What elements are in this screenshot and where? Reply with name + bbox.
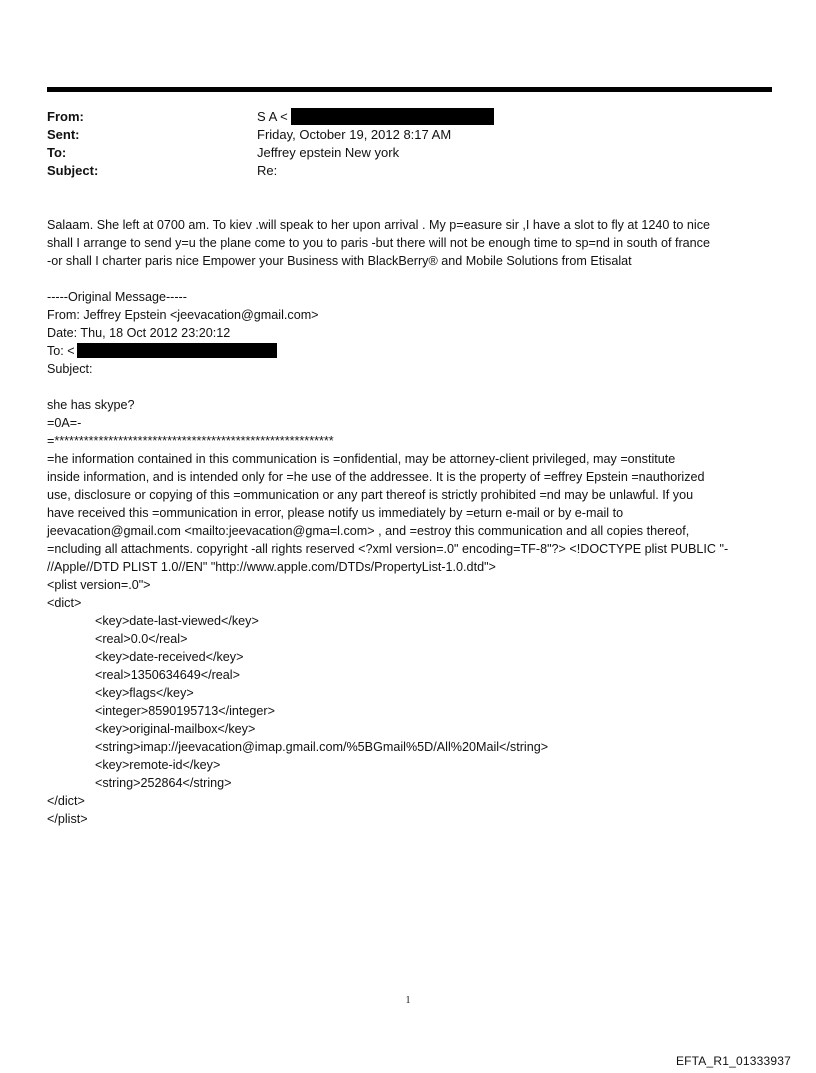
dict-entry: <string>252864</string> <box>95 776 232 790</box>
dict-entry: <key>remote-id</key> <box>95 758 221 772</box>
original-message-divider: -----Original Message----- <box>47 290 187 304</box>
original-date: Date: Thu, 18 Oct 2012 23:20:12 <box>47 326 231 340</box>
spacer <box>47 378 777 396</box>
disclaimer-line: =ncluding all attachments. copyright -all rights reserved <?xml version=.0" encoding=TF-8"?> <!DOCTYPE plist PUBLIC "- <box>47 542 729 556</box>
subject-label: Subject: <box>47 163 99 178</box>
plist-open: <plist version=.0"> <box>47 578 151 592</box>
from-value <box>257 108 772 126</box>
spacer <box>47 270 777 288</box>
original-to <box>47 342 777 360</box>
to-value: Jeffrey epstein New york <box>257 145 400 160</box>
subject-row <box>47 162 772 180</box>
dict-entry: <key>flags</key> <box>95 686 194 700</box>
disclaimer-line: //Apple//DTD PLIST 1.0//EN" "http://www.apple.com/DTDs/PropertyList-1.0.dtd"> <box>47 560 496 574</box>
dict-entry: <integer>8590195713</integer> <box>95 704 275 718</box>
reply-line: shall I arrange to send y=u the plane come to you to paris -but there will not be enough time to sp=nd in south of france <box>47 236 710 250</box>
dict-entry: <key>date-last-viewed</key> <box>95 614 259 628</box>
reply-line: -or shall I charter paris nice Empower your Business with BlackBerry® and Mobile Solutions from Etisalat <box>47 254 632 268</box>
from-row <box>47 108 772 126</box>
disclaimer-line: have received this =ommunication in error, please notify us immediately by =eturn e-mail or by e-mail to <box>47 506 624 520</box>
dict-entry: <real>0.0</real> <box>95 632 188 646</box>
from-sender: S A < <box>257 109 288 124</box>
message-line: =0A=- <box>47 416 82 430</box>
message-line: she has skype? <box>47 398 135 412</box>
redaction-box <box>77 343 277 358</box>
plist-close: </plist> <box>47 812 88 826</box>
message-line: =********************************************************* <box>47 434 334 448</box>
dict-close: </dict> <box>47 794 85 808</box>
dict-entry: <key>original-mailbox</key> <box>95 722 256 736</box>
header-rule <box>47 87 772 92</box>
disclaimer-line: inside information, and is intended only for =he use of the addressee. It is the property of =effrey Epstein =nauthorized <box>47 470 705 484</box>
subject-value: Re: <box>257 163 278 178</box>
sent-label: Sent: <box>47 127 80 142</box>
sent-row <box>47 126 772 144</box>
disclaimer-line: =he information contained in this communication is =onfidential, may be attorney-client privileged, may =onstitute <box>47 452 676 466</box>
document-id: EFTA_R1_01333937 <box>675 1054 791 1068</box>
email-header <box>47 108 772 180</box>
disclaimer-line: use, disclosure or copying of this =ommunication or any part thereof is strictly prohibited =nd may be unlawful. If you <box>47 488 694 502</box>
email-body <box>47 216 777 828</box>
original-subject: Subject: <box>47 362 93 376</box>
dict-entry: <string>imap://jeevacation@imap.gmail.com/%5BGmail%5D/All%20Mail</string> <box>95 740 549 754</box>
original-to-text: To: < <box>47 344 75 358</box>
reply-line: Salaam. She left at 0700 am. To kiev .will speak to her upon arrival . My p=easure sir ,I have a slot to fly at 1240 to nice <box>47 218 711 232</box>
dict-entry: <real>1350634649</real> <box>95 668 240 682</box>
disclaimer-line: jeevacation@gmail.com <mailto:jeevacation@gma=l.com> , and =estroy this communication and all copies thereof, <box>47 524 690 538</box>
to-label: To: <box>47 145 67 160</box>
original-from: From: Jeffrey Epstein <jeevacation@gmail.com> <box>47 308 319 322</box>
sent-value: Friday, October 19, 2012 8:17 AM <box>257 127 452 142</box>
from-label: From: <box>47 109 84 124</box>
dict-open: <dict> <box>47 596 82 610</box>
redaction-box <box>291 108 494 125</box>
dict-entry: <key>date-received</key> <box>95 650 244 664</box>
to-row <box>47 144 772 162</box>
page-number: 1 <box>405 995 411 1006</box>
